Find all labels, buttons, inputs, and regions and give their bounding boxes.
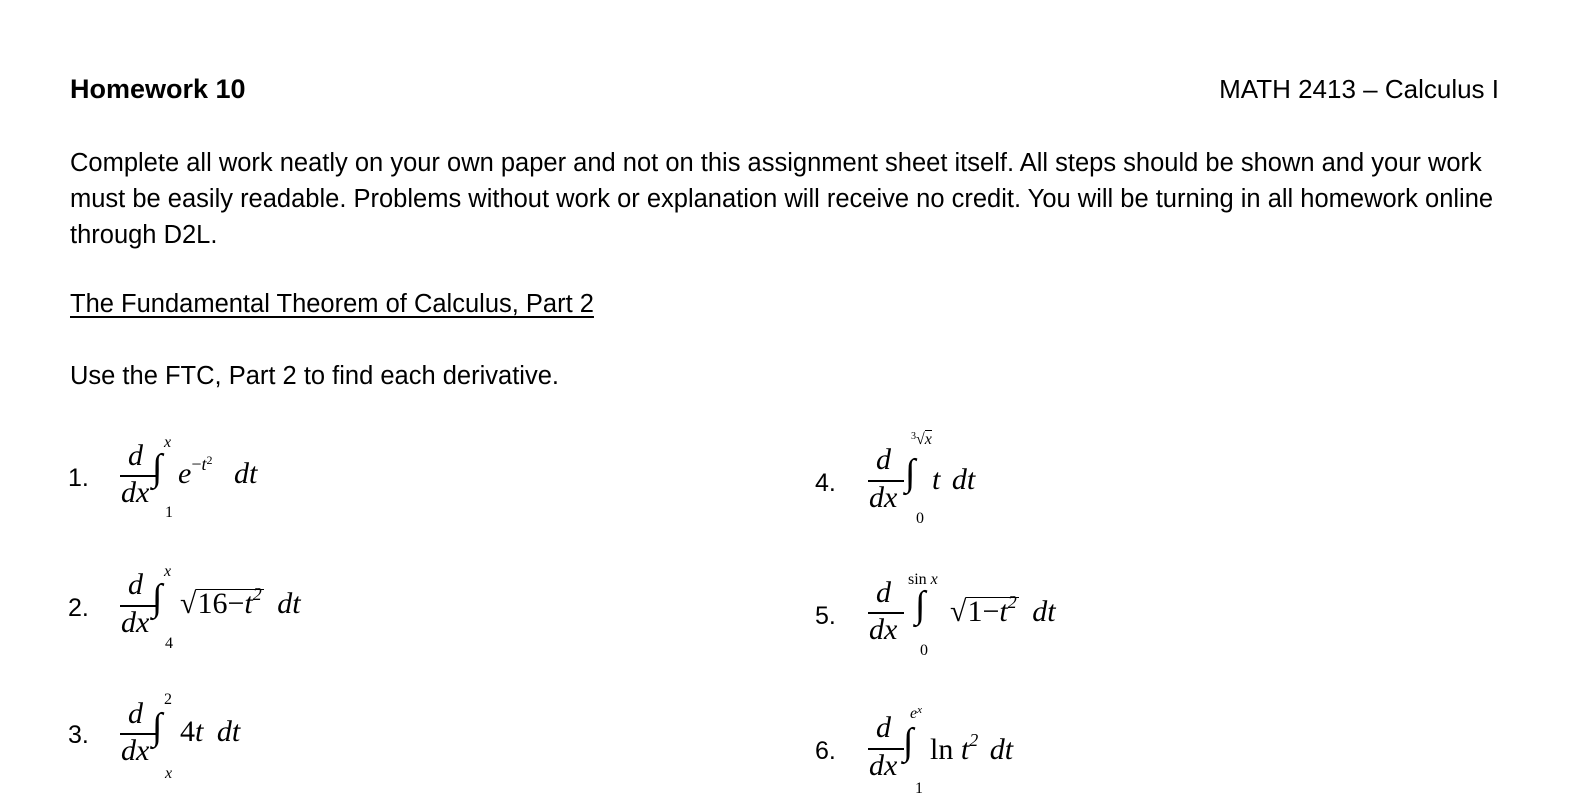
integrand: [178, 453, 258, 495]
square-root: $√16-t^2$: [180, 584, 262, 620]
denominator-dx: dx: [121, 476, 150, 509]
numerator-d: d: [876, 443, 891, 476]
differential: dt: [1032, 595, 1056, 628]
integral-sign: ∫: [903, 721, 914, 763]
differential: dt: [277, 587, 301, 620]
upper-limit: x: [164, 563, 172, 580]
homework-title: Homework 10: [70, 74, 246, 104]
problem-number: 2.: [68, 594, 89, 622]
problem-number: 4.: [815, 469, 836, 497]
numerator-d: d: [128, 697, 143, 730]
differential: dt: [989, 733, 1014, 766]
integrand: t dt: [932, 463, 976, 496]
numerator-d: d: [876, 576, 891, 609]
integral-sign: ∫: [152, 447, 163, 489]
integrand: [180, 584, 301, 621]
integral-sign: ∫: [152, 577, 163, 619]
integral-sign: ∫: [152, 706, 163, 748]
integrand: 4t dt: [180, 715, 241, 748]
problem-number: 5.: [815, 602, 836, 630]
integrand: $\ln t^2$ dt: [930, 730, 1014, 766]
lower-limit: x: [165, 765, 173, 782]
upper-limit: sin x: [908, 571, 938, 588]
upper-limit: x: [164, 434, 172, 451]
denominator-dx: dx: [121, 606, 150, 639]
denominator-dx: dx: [869, 613, 898, 646]
square-root: $√1-t^2$: [950, 592, 1017, 628]
numerator-d: d: [876, 711, 891, 744]
numerator-d: d: [128, 439, 143, 472]
differential: dt: [234, 457, 258, 490]
lower-limit: 1: [165, 504, 173, 521]
instructions-paragraph: Complete all work neatly on your own paper and not on this assignment sheet itself. All steps should be shown and your work must be easily readable. Problems without work or explanation will receive no credit. You will be turning in all homework online through D2L.: [70, 149, 1494, 249]
differential: dt: [216, 715, 241, 748]
denominator-dx: dx: [121, 734, 150, 767]
lower-limit: 0: [916, 510, 924, 527]
problem-number: 3.: [68, 721, 89, 749]
lower-limit: 1: [915, 780, 923, 797]
integrand: [950, 592, 1056, 629]
numerator-d: d: [128, 568, 143, 601]
integral-sign: ∫: [905, 452, 916, 494]
problem-prompt: Use the FTC, Part 2 to find each derivative.: [70, 362, 559, 390]
upper-limit: $^3$√x: [911, 431, 932, 448]
upper-limit: $e^x$: [910, 704, 922, 722]
denominator-dx: dx: [869, 481, 898, 514]
lower-limit: 4: [165, 635, 173, 652]
problem-number: 6.: [815, 737, 836, 765]
lower-limit: 0: [920, 642, 928, 659]
problem-number: 1.: [68, 464, 89, 492]
exponent: −t2: [191, 453, 213, 474]
course-name: MATH 2413 – Calculus I: [1219, 74, 1499, 104]
denominator-dx: dx: [869, 749, 898, 782]
differential: dt: [951, 463, 976, 496]
upper-limit: 2: [164, 691, 172, 708]
base-e: e: [178, 457, 192, 490]
integral-sign: ∫: [915, 584, 926, 626]
section-title: The Fundamental Theorem of Calculus, Part 2: [70, 290, 594, 318]
